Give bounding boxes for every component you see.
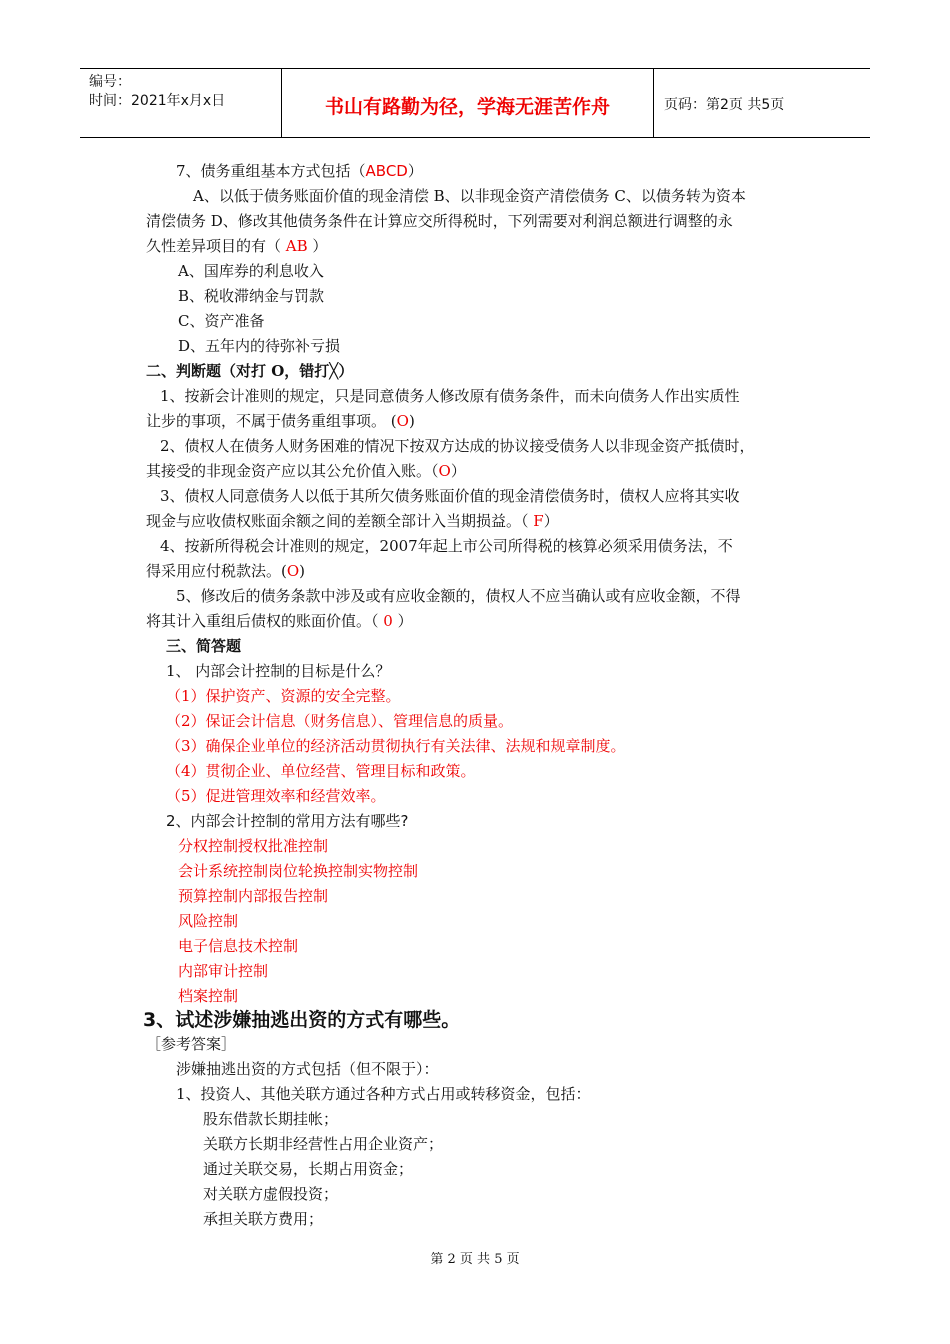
option-d: D、五年内的待弥补亏损 bbox=[178, 337, 341, 355]
q3-title: 3、试述涉嫌抽逃出资的方式有哪些。 bbox=[143, 1009, 461, 1031]
q2-answer-2: 会计系统控制岗位轮换控制实物控制 bbox=[178, 862, 419, 880]
judge-item-3-line1: 3、债权人同意债务人以低于其所欠债务账面价值的现金清偿债务时，债权人应将其实收 bbox=[160, 487, 740, 505]
q3-intro: 涉嫌抽逃出资的方式包括（但不限于）： bbox=[176, 1060, 439, 1078]
time-label: 时间：2021年x月x日 bbox=[89, 93, 226, 109]
judge-item-2-answer: O bbox=[438, 462, 451, 480]
q2-answer-1: 分权控制授权批准控制 bbox=[178, 837, 329, 855]
q7-options-line1: A、以低于债务账面价值的现金清偿 B、以非现金资产清偿债务 C、以债务转为资本 bbox=[193, 187, 746, 205]
q3-point-1: 1、投资人、其他关联方通过各种方式占用或转移资金，包括： bbox=[176, 1085, 591, 1103]
tax-question-answer: AB bbox=[285, 237, 308, 255]
judge-item-1-answer: O bbox=[396, 412, 409, 430]
q3-sub-3: 通过关联交易，长期占用资金； bbox=[203, 1160, 414, 1178]
header-meta bbox=[80, 69, 282, 137]
q1-answer-1: （1）保护资产、资源的安全完整。 bbox=[166, 687, 401, 705]
q3-sub-2: 关联方长期非经营性占用企业资产； bbox=[203, 1135, 444, 1153]
option-a: A、国库券的利息收入 bbox=[178, 262, 324, 280]
header-motto: 书山有路勤为径，学海无涯苦作舟 bbox=[282, 69, 654, 137]
page-header bbox=[80, 68, 870, 138]
q7-options-line2: 清偿债务 D、修改其他债务条件在计算应交所得税时，下列需要对利润总额进行调整的永 bbox=[146, 212, 733, 230]
judge-item-5-line1: 5、修改后的债务条款中涉及或有应收金额的，债权人不应当确认或有应收金额，不得 bbox=[176, 587, 741, 605]
judge-item-2-line1: 2、债权人在债务人财务困难的情况下按双方达成的协议接受债务人以非现金资产抵债时， bbox=[160, 437, 755, 455]
judge-item-2-line2: 其接受的非现金资产应以其公允价值入账。（O） bbox=[146, 462, 466, 480]
option-c: C、资产准备 bbox=[178, 312, 265, 330]
reference-answer-label: ［参考答案］ bbox=[146, 1035, 237, 1053]
q2-answer-7: 档案控制 bbox=[178, 987, 239, 1005]
q2-answer-3: 预算控制内部报告控制 bbox=[178, 887, 329, 905]
option-b: B、税收滞纳金与罚款 bbox=[178, 287, 325, 305]
q7-answer: ABCD bbox=[365, 162, 408, 180]
number-label: 编号： bbox=[89, 74, 131, 90]
judge-item-5-line2: 将其计入重组后债权的账面价值。（ 0 ） bbox=[146, 612, 413, 630]
q1-answer-4: （4）贯彻企业、单位经营、管理目标和政策。 bbox=[166, 762, 476, 780]
short-answer-q2: 2、内部会计控制的常用方法有哪些? bbox=[166, 812, 409, 830]
q1-answer-5: （5）促进管理效率和经营效率。 bbox=[166, 787, 386, 805]
judge-item-1-line1: 1、按新会计准则的规定，只是同意债务人修改原有债务条件，而未向债务人作出实质性 bbox=[160, 387, 740, 405]
q7-options-line3: 久性差异项目的有（ AB ） bbox=[146, 237, 328, 255]
judge-item-4-answer: O bbox=[286, 562, 300, 580]
q1-answer-3: （3）确保企业单位的经济活动贯彻执行有关法律、法规和规章制度。 bbox=[166, 737, 626, 755]
q3-sub-1: 股东借款长期挂帐； bbox=[203, 1110, 339, 1128]
q3-sub-4: 对关联方虚假投资； bbox=[203, 1185, 339, 1203]
judge-item-5-answer: 0 bbox=[383, 612, 393, 630]
page-footer: 第 2 页 共 5 页 bbox=[430, 1252, 520, 1267]
q2-answer-4: 风险控制 bbox=[178, 912, 239, 930]
header-page-info: 页码：第2页 共5页 bbox=[664, 97, 785, 113]
q2-answer-5: 电子信息技术控制 bbox=[178, 937, 299, 955]
section2-title: 二、判断题（对打 O，错打╳） bbox=[146, 362, 354, 380]
judge-item-1-line2: 让步的事项，不属于债务重组事项。 (O) bbox=[146, 412, 415, 430]
judge-item-3-line2: 现金与应收债权账面余额之间的差额全部计入当期损益。（ F） bbox=[146, 512, 559, 530]
judge-item-4-line1: 4、按新所得税会计准则的规定，2007年起上市公司所得税的核算必须采用债务法，不 bbox=[160, 537, 733, 555]
judge-item-4-line2: 得采用应付税款法。(O) bbox=[146, 562, 306, 580]
judge-item-3-answer: F bbox=[533, 512, 544, 530]
q7-stem: 7、债务重组基本方式包括（ABCD） bbox=[176, 162, 423, 180]
section3-title: 三、简答题 bbox=[166, 637, 242, 655]
q3-sub-5: 承担关联方费用； bbox=[203, 1210, 324, 1228]
q2-answer-6: 内部审计控制 bbox=[178, 962, 269, 980]
short-answer-q1: 1、 内部会计控制的目标是什么？ bbox=[166, 662, 391, 680]
q1-answer-2: （2）保证会计信息（财务信息）、管理信息的质量。 bbox=[166, 712, 514, 730]
